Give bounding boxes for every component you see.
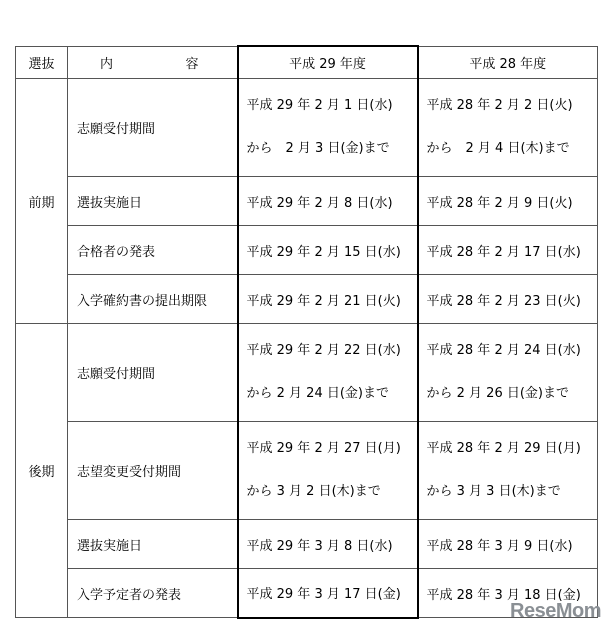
row-h28: 平成 28 年 2 月 17 日(水) bbox=[418, 226, 598, 275]
row-item: 入学確約書の提出期限 bbox=[68, 275, 238, 324]
h28-line: 平成 28 年 2 月 2 日(火) bbox=[426, 98, 573, 113]
header-selection: 選抜 bbox=[16, 46, 68, 79]
row-h29 bbox=[238, 422, 418, 520]
table-row bbox=[16, 422, 598, 520]
header-content bbox=[68, 46, 238, 79]
row-item: 選抜実施日 bbox=[68, 520, 238, 569]
row-h28: 平成 28 年 3 月 9 日(水) bbox=[418, 520, 598, 569]
header-content-right: 容 bbox=[185, 56, 199, 72]
row-h29: 平成 29 年 2 月 8 日(水) bbox=[238, 177, 418, 226]
h28-line: から 2 月 4 日(木)まで bbox=[426, 141, 570, 156]
table-row bbox=[16, 520, 598, 569]
row-item: 合格者の発表 bbox=[68, 226, 238, 275]
h29-line: 平成 29 年 2 月 1 日(水) bbox=[246, 98, 393, 113]
header-content-left: 内 bbox=[100, 56, 114, 72]
group-label-zenki: 前期 bbox=[16, 79, 68, 324]
h28-line: 平成 28 年 2 月 29 日(月) bbox=[426, 441, 581, 456]
header-h28: 平成 28 年度 bbox=[418, 46, 598, 79]
h28-line: から 3 月 3 日(木)まで bbox=[426, 484, 561, 499]
h28-line: 平成 28 年 2 月 24 日(水) bbox=[426, 343, 581, 358]
header-row bbox=[16, 46, 598, 79]
table-row bbox=[16, 79, 598, 177]
row-h29 bbox=[238, 324, 418, 422]
row-h28: 平成 28 年 2 月 23 日(火) bbox=[418, 275, 598, 324]
h29-line: から 2 月 24 日(金)まで bbox=[246, 386, 389, 401]
row-h28 bbox=[418, 422, 598, 520]
row-h29: 平成 29 年 2 月 15 日(水) bbox=[238, 226, 418, 275]
row-h29 bbox=[238, 79, 418, 177]
resemom-logo: ReseMom bbox=[510, 600, 601, 622]
row-h28: 平成 28 年 3 月 18 日(金) bbox=[418, 569, 598, 618]
table-row bbox=[16, 275, 598, 324]
h29-line: 平成 29 年 2 月 27 日(月) bbox=[246, 441, 401, 456]
row-h28 bbox=[418, 324, 598, 422]
row-item: 志望変更受付期間 bbox=[68, 422, 238, 520]
row-item: 選抜実施日 bbox=[68, 177, 238, 226]
table-row bbox=[16, 177, 598, 226]
h29-line: から 2 月 3 日(金)まで bbox=[246, 141, 390, 156]
row-h29: 平成 29 年 3 月 17 日(金) bbox=[238, 569, 418, 618]
row-h28 bbox=[418, 79, 598, 177]
h29-line: から 3 月 2 日(木)まで bbox=[246, 484, 381, 499]
row-h28: 平成 28 年 2 月 9 日(火) bbox=[418, 177, 598, 226]
group-label-kouki: 後期 bbox=[16, 324, 68, 618]
h29-line: 平成 29 年 2 月 22 日(水) bbox=[246, 343, 401, 358]
row-h29: 平成 29 年 3 月 8 日(水) bbox=[238, 520, 418, 569]
h28-line: から 2 月 26 日(金)まで bbox=[426, 386, 569, 401]
table-row bbox=[16, 226, 598, 275]
row-item: 志願受付期間 bbox=[68, 79, 238, 177]
row-h29: 平成 29 年 2 月 21 日(火) bbox=[238, 275, 418, 324]
header-h29: 平成 29 年度 bbox=[238, 46, 418, 79]
row-item: 入学予定者の発表 bbox=[68, 569, 238, 618]
row-item: 志願受付期間 bbox=[68, 324, 238, 422]
schedule-table bbox=[15, 45, 598, 619]
table-row bbox=[16, 324, 598, 422]
